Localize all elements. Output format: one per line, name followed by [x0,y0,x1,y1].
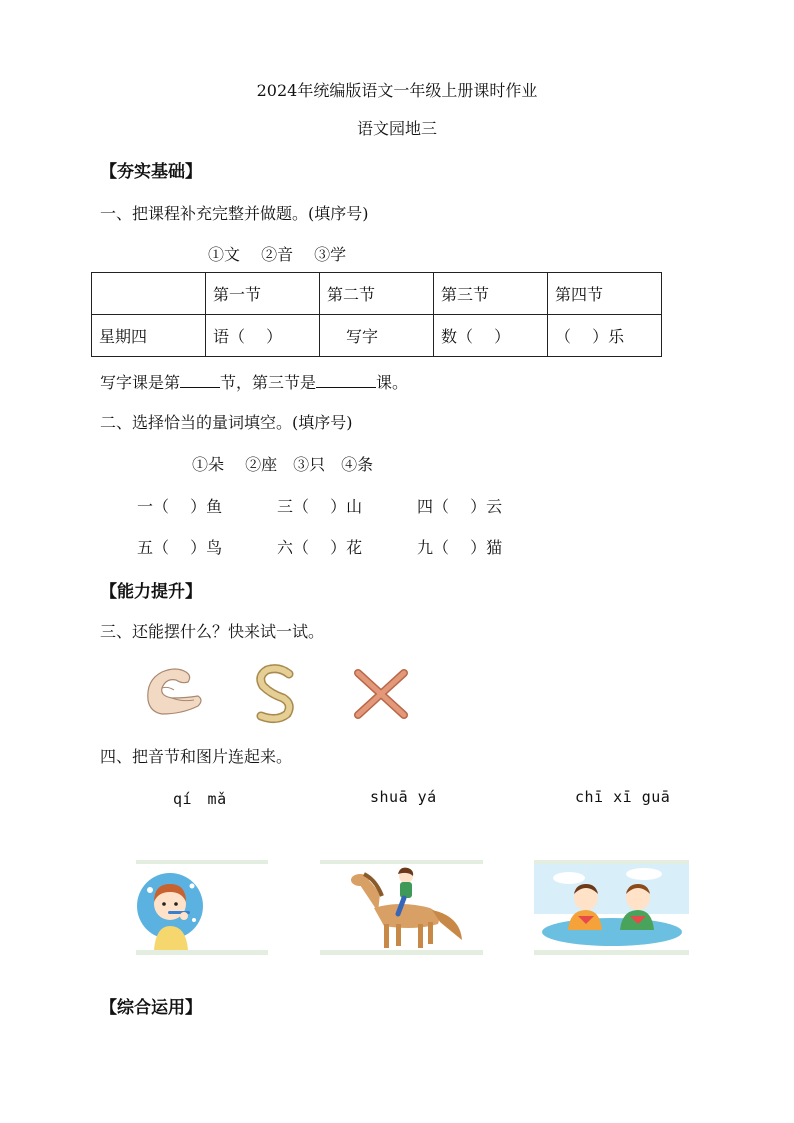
q1-sentence-c: 课。 [376,373,409,392]
q2-item: 六（ ）花 [277,538,363,557]
section-ability: 【能力提升】 [100,582,202,602]
q3-prompt: 三、还能摆什么？快来试一试。 [100,622,325,641]
picture-riding-horse[interactable] [320,860,483,955]
answer-blank-2[interactable] [316,371,376,388]
q4-prompt: 四、把音节和图片连起来。 [100,747,293,766]
schedule-table [91,272,662,357]
q2-item: 五（ ）鸟 [137,538,223,557]
pinyin-shuaya: shuā yá [370,788,437,806]
q2-item: 四（ ）云 [417,497,503,516]
hand-c-shape-image [142,660,206,720]
brushing-teeth-image [136,860,268,955]
table-cell: 星期四 [92,315,206,357]
table-cell [92,273,206,315]
picture-eating-watermelon[interactable] [534,860,689,955]
q1-options: ①文 ②音 ③学 [208,245,347,264]
q2-options: ①朵 ②座 ③只 ④条 [192,455,374,474]
sticks-x-shape-image [352,667,410,721]
table-cell: 写字 [320,315,434,357]
table-row [92,315,662,357]
eating-watermelon-image [534,860,689,955]
q2-item: 九（ ）猫 [417,538,503,557]
picture-brushing-teeth[interactable] [136,860,268,955]
q1-prompt: 一、把课程补充完整并做题。(填序号) [100,204,369,223]
table-cell: 语（ ） [206,315,320,357]
table-header-row [92,273,662,315]
table-cell: 第二节 [320,273,434,315]
pinyin-qima: qí mǎ [173,790,227,808]
section-basic: 【夯实基础】 [100,162,202,182]
q1-fill-sentence [100,370,408,393]
page-title: 2024年统编版语文一年级上册课时作业 [256,81,538,100]
section-comprehensive: 【综合运用】 [100,998,202,1018]
answer-blank-1[interactable] [180,371,220,388]
table-cell: 第三节 [434,273,548,315]
pinyin-chixigua: chī xī guā [575,788,671,806]
q2-prompt: 二、选择恰当的量词填空。(填序号) [100,413,353,432]
table-cell: 数（ ） [434,315,548,357]
q1-sentence-b: 节，第三节是 [220,373,317,392]
table-cell: 第一节 [206,273,320,315]
page-subtitle: 语文园地三 [356,119,437,138]
q2-item: 三（ ）山 [277,497,363,516]
q1-sentence-a: 写字课是第 [100,373,181,392]
table-cell: 第四节 [548,273,662,315]
q2-item: 一（ ）鱼 [137,497,223,516]
riding-horse-image [320,860,483,955]
table-cell: （ ）乐 [548,315,662,357]
rope-s-shape-image [253,664,297,724]
